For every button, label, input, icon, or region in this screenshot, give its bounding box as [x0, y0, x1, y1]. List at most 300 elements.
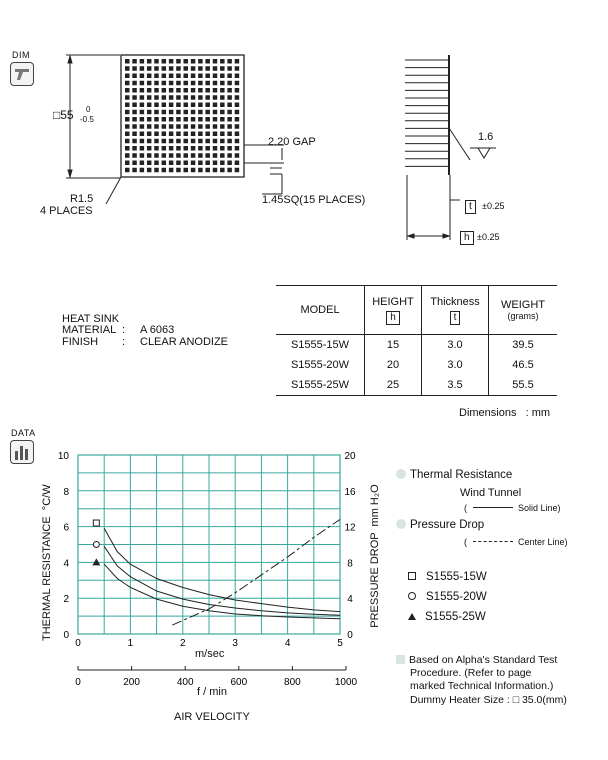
pin-cell	[205, 95, 210, 100]
pin-cell	[227, 132, 232, 137]
pin-cell	[176, 161, 181, 166]
pin-cell	[205, 110, 210, 115]
pin-cell	[162, 103, 167, 108]
pin-cell	[154, 139, 159, 144]
pin-cell	[235, 66, 240, 71]
pin-cell	[191, 74, 196, 79]
table-row	[276, 335, 557, 356]
pin-cell	[184, 66, 189, 71]
pin-cell	[132, 81, 137, 86]
pin-cell	[191, 95, 196, 100]
col-height-label: HEIGHT	[372, 295, 414, 308]
pin-cell	[154, 81, 159, 86]
note-1	[396, 654, 557, 666]
pin-cell	[154, 168, 159, 173]
pin-cell	[198, 124, 203, 129]
pin-cell	[169, 59, 174, 64]
pin-cell	[220, 81, 225, 86]
pin-cell	[147, 161, 152, 166]
y-tick-label: 10	[57, 451, 69, 462]
pin-cell	[213, 110, 218, 115]
legend-solid-label: Solid Line)	[518, 503, 561, 513]
pin-cell	[176, 95, 181, 100]
pin-cell	[184, 139, 189, 144]
table-row	[276, 375, 557, 396]
spec-table	[276, 285, 557, 396]
cell-height: 15	[365, 335, 422, 356]
pin-cell	[169, 88, 174, 93]
pin-cell	[140, 124, 145, 129]
cell-height: 20	[365, 355, 422, 375]
h-tolerance: ±0.25	[477, 232, 500, 242]
pin-cell	[227, 59, 232, 64]
cell-weight: 55.5	[489, 375, 558, 396]
pin-cell	[147, 66, 152, 71]
pin-cell	[147, 88, 152, 93]
col-height-sym: h	[386, 311, 400, 325]
pin-cell	[205, 66, 210, 71]
x2-axis-label: f / min	[197, 686, 227, 698]
pin-cell	[235, 161, 240, 166]
pin-cell	[147, 103, 152, 108]
dim-badge-label: DIM	[12, 50, 30, 60]
pin-cell	[176, 117, 181, 122]
pin-cell	[125, 74, 130, 79]
pin-cell	[235, 117, 240, 122]
pin-cell	[235, 95, 240, 100]
legend-solid-line	[473, 507, 513, 508]
thermal-resistance-line	[104, 528, 340, 611]
square-marker-icon	[408, 572, 416, 580]
pin-cell	[147, 110, 152, 115]
pin-cell	[132, 66, 137, 71]
pin-cell	[198, 81, 203, 86]
pin-cell	[125, 103, 130, 108]
pin-cell	[154, 74, 159, 79]
pin-cell	[184, 132, 189, 137]
y-tick-label: 6	[63, 522, 69, 534]
cell-weight: 39.5	[489, 335, 558, 356]
pin-cell	[184, 168, 189, 173]
material-value: A 6063	[140, 324, 175, 336]
note-3: marked Technical Information.)	[410, 680, 554, 692]
cell-thickness: 3.5	[422, 375, 489, 396]
pin-cell	[169, 139, 174, 144]
pin-cell	[198, 117, 203, 122]
pin-cell	[213, 103, 218, 108]
pin-cell	[227, 110, 232, 115]
pin-cell	[198, 153, 203, 158]
roughness-label: 1.6	[478, 131, 494, 143]
pin-cell	[125, 95, 130, 100]
pin-cell	[140, 153, 145, 158]
pin-cell	[162, 168, 167, 173]
pin-cell	[140, 103, 145, 108]
pin-cell	[176, 66, 181, 71]
pin-cell	[227, 81, 232, 86]
pin-cell	[154, 161, 159, 166]
radius-label: R1.5	[70, 193, 94, 205]
pin-cell	[162, 59, 167, 64]
pin-cell	[125, 146, 130, 151]
pin-cell	[169, 153, 174, 158]
pin-cell	[154, 124, 159, 129]
pin-cell	[140, 161, 145, 166]
pin-cell	[125, 88, 130, 93]
pin-cell	[125, 59, 130, 64]
cell-weight: 46.5	[489, 355, 558, 375]
pin-cell	[191, 66, 196, 71]
pin-cell	[140, 74, 145, 79]
pin-cell	[125, 168, 130, 173]
y-tick-label: 4	[63, 558, 69, 570]
pin-cell	[169, 110, 174, 115]
pin-cell	[176, 139, 181, 144]
pin-cell	[191, 103, 196, 108]
pin-cell	[162, 66, 167, 71]
pin-cell	[220, 59, 225, 64]
pin-cell	[191, 88, 196, 93]
pin-cell	[235, 132, 240, 137]
pin-cell	[205, 81, 210, 86]
x-axis-label: m/sec	[195, 648, 225, 660]
pin-cell	[132, 153, 137, 158]
pin-cell	[213, 139, 218, 144]
pin-cell	[147, 74, 152, 79]
thermal-resistance-line	[104, 564, 340, 619]
pin-cell	[169, 168, 174, 173]
h-symbol: h	[460, 231, 474, 245]
pin-cell	[220, 146, 225, 151]
y-tick-label: 2	[63, 594, 69, 606]
pin-cell	[235, 59, 240, 64]
cell-model: S1555-15W	[290, 339, 350, 351]
pin-cell	[147, 95, 152, 100]
pin-cell	[147, 139, 152, 144]
size-tol-lower: -0.5	[80, 115, 94, 124]
pin-cell	[162, 88, 167, 93]
pin-cell	[169, 161, 174, 166]
chart-footer: AIR VELOCITY	[174, 711, 250, 723]
pin-cell	[198, 146, 203, 151]
pin-cell	[184, 95, 189, 100]
pin-cell	[220, 88, 225, 93]
pin-cell	[162, 95, 167, 100]
pin-cell	[147, 117, 152, 122]
pin-cell	[220, 132, 225, 137]
pin-cell	[184, 124, 189, 129]
pin-cell	[220, 117, 225, 122]
pin-cell	[176, 88, 181, 93]
y2-axis-label: PRESSURE DROP mm H₂O	[369, 484, 381, 628]
pin-cell	[162, 117, 167, 122]
pin-cell	[235, 88, 240, 93]
pin-cell	[132, 139, 137, 144]
pin-cell	[154, 59, 159, 64]
pin-cell	[169, 124, 174, 129]
col-weight-unit: (grams)	[507, 311, 539, 321]
pin-cell	[191, 117, 196, 122]
y-tick-label: 0	[63, 630, 69, 641]
pin-cell	[205, 161, 210, 166]
pin-cell	[132, 168, 137, 173]
pin-cell	[184, 81, 189, 86]
pin-cell	[205, 139, 210, 144]
pin-cell	[147, 124, 152, 129]
pin-cell	[132, 117, 137, 122]
pin-cell	[220, 168, 225, 173]
pin-cell	[162, 132, 167, 137]
pin-cell	[184, 110, 189, 115]
radius-places: 4 PLACES	[40, 205, 93, 217]
pin-cell	[132, 146, 137, 151]
finish-value: CLEAR ANODIZE	[140, 336, 229, 348]
pin-cell	[125, 139, 130, 144]
pin-cell	[191, 168, 196, 173]
pin-cell	[235, 124, 240, 129]
x-tick-label: 3	[232, 638, 238, 649]
pin-cell	[140, 168, 145, 173]
pin-cell	[162, 139, 167, 144]
pin-cell	[132, 110, 137, 115]
finish-key: FINISH	[62, 336, 99, 348]
pin-cell	[154, 132, 159, 137]
legend-pressure-dot	[396, 519, 406, 529]
pin-cell	[132, 88, 137, 93]
pin-cell	[220, 161, 225, 166]
pin-cell	[125, 124, 130, 129]
pin-cell	[213, 132, 218, 137]
pin-cell	[176, 168, 181, 173]
pin-cell	[213, 88, 218, 93]
pin-cell	[198, 74, 203, 79]
pin-cell	[147, 153, 152, 158]
pin-cell	[227, 88, 232, 93]
t-symbol: t	[465, 200, 476, 214]
pin-cell	[213, 66, 218, 71]
pin-cell	[198, 95, 203, 100]
legend-center-label: Center Line)	[518, 537, 568, 547]
pin-cell	[220, 110, 225, 115]
pin-cell	[140, 81, 145, 86]
pin-cell	[154, 88, 159, 93]
pin-cell	[213, 59, 218, 64]
col-thickness-label: Thickness	[430, 295, 480, 308]
pin-cell	[162, 110, 167, 115]
pin-cell	[205, 103, 210, 108]
legend-m25	[408, 611, 486, 623]
pin-cell	[176, 146, 181, 151]
cell-thickness: 3.0	[422, 355, 489, 375]
y-axis-label: THERMAL RESISTANCE °C/W	[41, 484, 53, 641]
pin-cell	[198, 139, 203, 144]
pin-cell	[213, 74, 218, 79]
pin-cell	[227, 74, 232, 79]
pin-cell	[213, 124, 218, 129]
pin-cell	[162, 81, 167, 86]
pin-cell	[147, 59, 152, 64]
pin-cell	[162, 153, 167, 158]
pin-cell	[227, 66, 232, 71]
pin-cell	[235, 74, 240, 79]
pin-cell	[198, 103, 203, 108]
col-model: MODEL	[276, 286, 365, 335]
pin-cell	[220, 139, 225, 144]
pin-cell	[140, 95, 145, 100]
pin-cell	[132, 74, 137, 79]
x-tick-label: 4	[284, 638, 291, 649]
pin-cell	[154, 66, 159, 71]
legend-pressure	[396, 519, 484, 531]
pin-cell	[132, 132, 137, 137]
pin-cell	[140, 66, 145, 71]
pin-cell	[176, 74, 181, 79]
pin-cell	[227, 103, 232, 108]
pin-cell	[220, 66, 225, 71]
pin-cell	[184, 153, 189, 158]
pin-cell	[191, 110, 196, 115]
pin-cell	[213, 117, 218, 122]
pin-cell	[213, 153, 218, 158]
marker-square	[93, 520, 99, 526]
pin-cell	[154, 146, 159, 151]
pin-cell	[176, 153, 181, 158]
pin-cell	[176, 110, 181, 115]
pin-cell	[162, 124, 167, 129]
pin-cell	[125, 110, 130, 115]
pin-cell	[220, 95, 225, 100]
pin-cell	[125, 81, 130, 86]
pin-cell	[176, 132, 181, 137]
pin-cell	[235, 139, 240, 144]
pin-cell	[220, 103, 225, 108]
pin-cell	[147, 168, 152, 173]
col-height	[365, 286, 422, 335]
legend-m15	[408, 571, 487, 583]
legend-center	[464, 537, 568, 547]
pin-cell	[227, 95, 232, 100]
pin-cell	[140, 110, 145, 115]
legend-m20	[408, 591, 487, 603]
pin-cell	[169, 146, 174, 151]
size-tol-upper: 0	[86, 105, 91, 114]
pin-cell	[140, 88, 145, 93]
pin-cell	[154, 117, 159, 122]
cell-thickness: 3.0	[422, 335, 489, 356]
pin-cell	[235, 168, 240, 173]
pin-cell	[213, 168, 218, 173]
pin-cell	[176, 59, 181, 64]
pin-cell	[140, 139, 145, 144]
pin-cell	[169, 95, 174, 100]
pin-cell	[154, 103, 159, 108]
pin-cell	[235, 146, 240, 151]
note-bullet-icon	[396, 655, 405, 664]
pin-cell	[220, 124, 225, 129]
pin-cell	[147, 132, 152, 137]
pin-cell	[227, 124, 232, 129]
pin-cell	[140, 59, 145, 64]
pin-cell	[169, 74, 174, 79]
pin-cell	[227, 146, 232, 151]
pin-cell	[132, 95, 137, 100]
pin-cell	[169, 132, 174, 137]
legend-thermal-label: Thermal Resistance	[410, 469, 513, 481]
t-tolerance: ±0.25	[482, 201, 505, 211]
circle-marker-icon	[408, 592, 416, 600]
pin-cell	[184, 146, 189, 151]
pin-cell	[235, 103, 240, 108]
legend-thermal	[396, 469, 512, 481]
pin-cell	[213, 161, 218, 166]
pin-cell	[125, 66, 130, 71]
x2-tick-label: 0	[75, 677, 81, 688]
x-tick-label: 5	[337, 638, 343, 649]
pin-cell	[162, 161, 167, 166]
x-tick-label: 0	[75, 638, 81, 649]
pin-cell	[162, 146, 167, 151]
x2-tick-label: 200	[123, 677, 140, 688]
legend-m20-label: S1555-20W	[426, 591, 487, 603]
pin-cell	[198, 66, 203, 71]
pin-cell	[198, 161, 203, 166]
pin-cell	[147, 146, 152, 151]
legend-center-line	[473, 541, 513, 542]
cell-model: S1555-25W	[276, 375, 365, 396]
pin-cell	[132, 103, 137, 108]
pin-cell	[184, 117, 189, 122]
note-1-text: Based on Alpha's Standard Test	[409, 654, 558, 666]
table-row	[276, 355, 557, 375]
pin-cell	[191, 161, 196, 166]
pin-cell	[191, 153, 196, 158]
pin-cell	[213, 146, 218, 151]
pin-cell	[213, 81, 218, 86]
pin-cell	[140, 132, 145, 137]
pin-cell	[125, 161, 130, 166]
pin-cell	[154, 95, 159, 100]
pin-cell	[184, 59, 189, 64]
pin-cell	[205, 168, 210, 173]
pin-cell	[154, 110, 159, 115]
pin-cell	[176, 81, 181, 86]
col-thickness	[422, 286, 489, 335]
finish-sep: :	[122, 336, 126, 348]
x2-tick-label: 600	[230, 677, 248, 688]
pin-cell	[220, 153, 225, 158]
pin-cell	[184, 161, 189, 166]
pin-cell	[147, 81, 152, 86]
pin-cell	[205, 132, 210, 137]
pin-cell	[176, 124, 181, 129]
gap-label: 2.20 GAP	[268, 136, 316, 148]
pin-cell	[125, 117, 130, 122]
col-weight-label: WEIGHT	[501, 299, 545, 311]
pin-label: 1.45SQ(15 PLACES)	[262, 194, 366, 206]
legend-wind-tunnel: Wind Tunnel	[460, 487, 522, 499]
pin-cell	[184, 103, 189, 108]
pin-cell	[205, 146, 210, 151]
data-badge-label: DATA	[11, 428, 36, 438]
pin-cell	[227, 161, 232, 166]
pin-cell	[132, 161, 137, 166]
pin-cell	[191, 59, 196, 64]
pin-cell	[235, 110, 240, 115]
y-tick-label: 8	[63, 486, 69, 498]
pin-cell	[191, 81, 196, 86]
y2-tick-label: 4	[347, 594, 353, 606]
pin-cell	[198, 168, 203, 173]
